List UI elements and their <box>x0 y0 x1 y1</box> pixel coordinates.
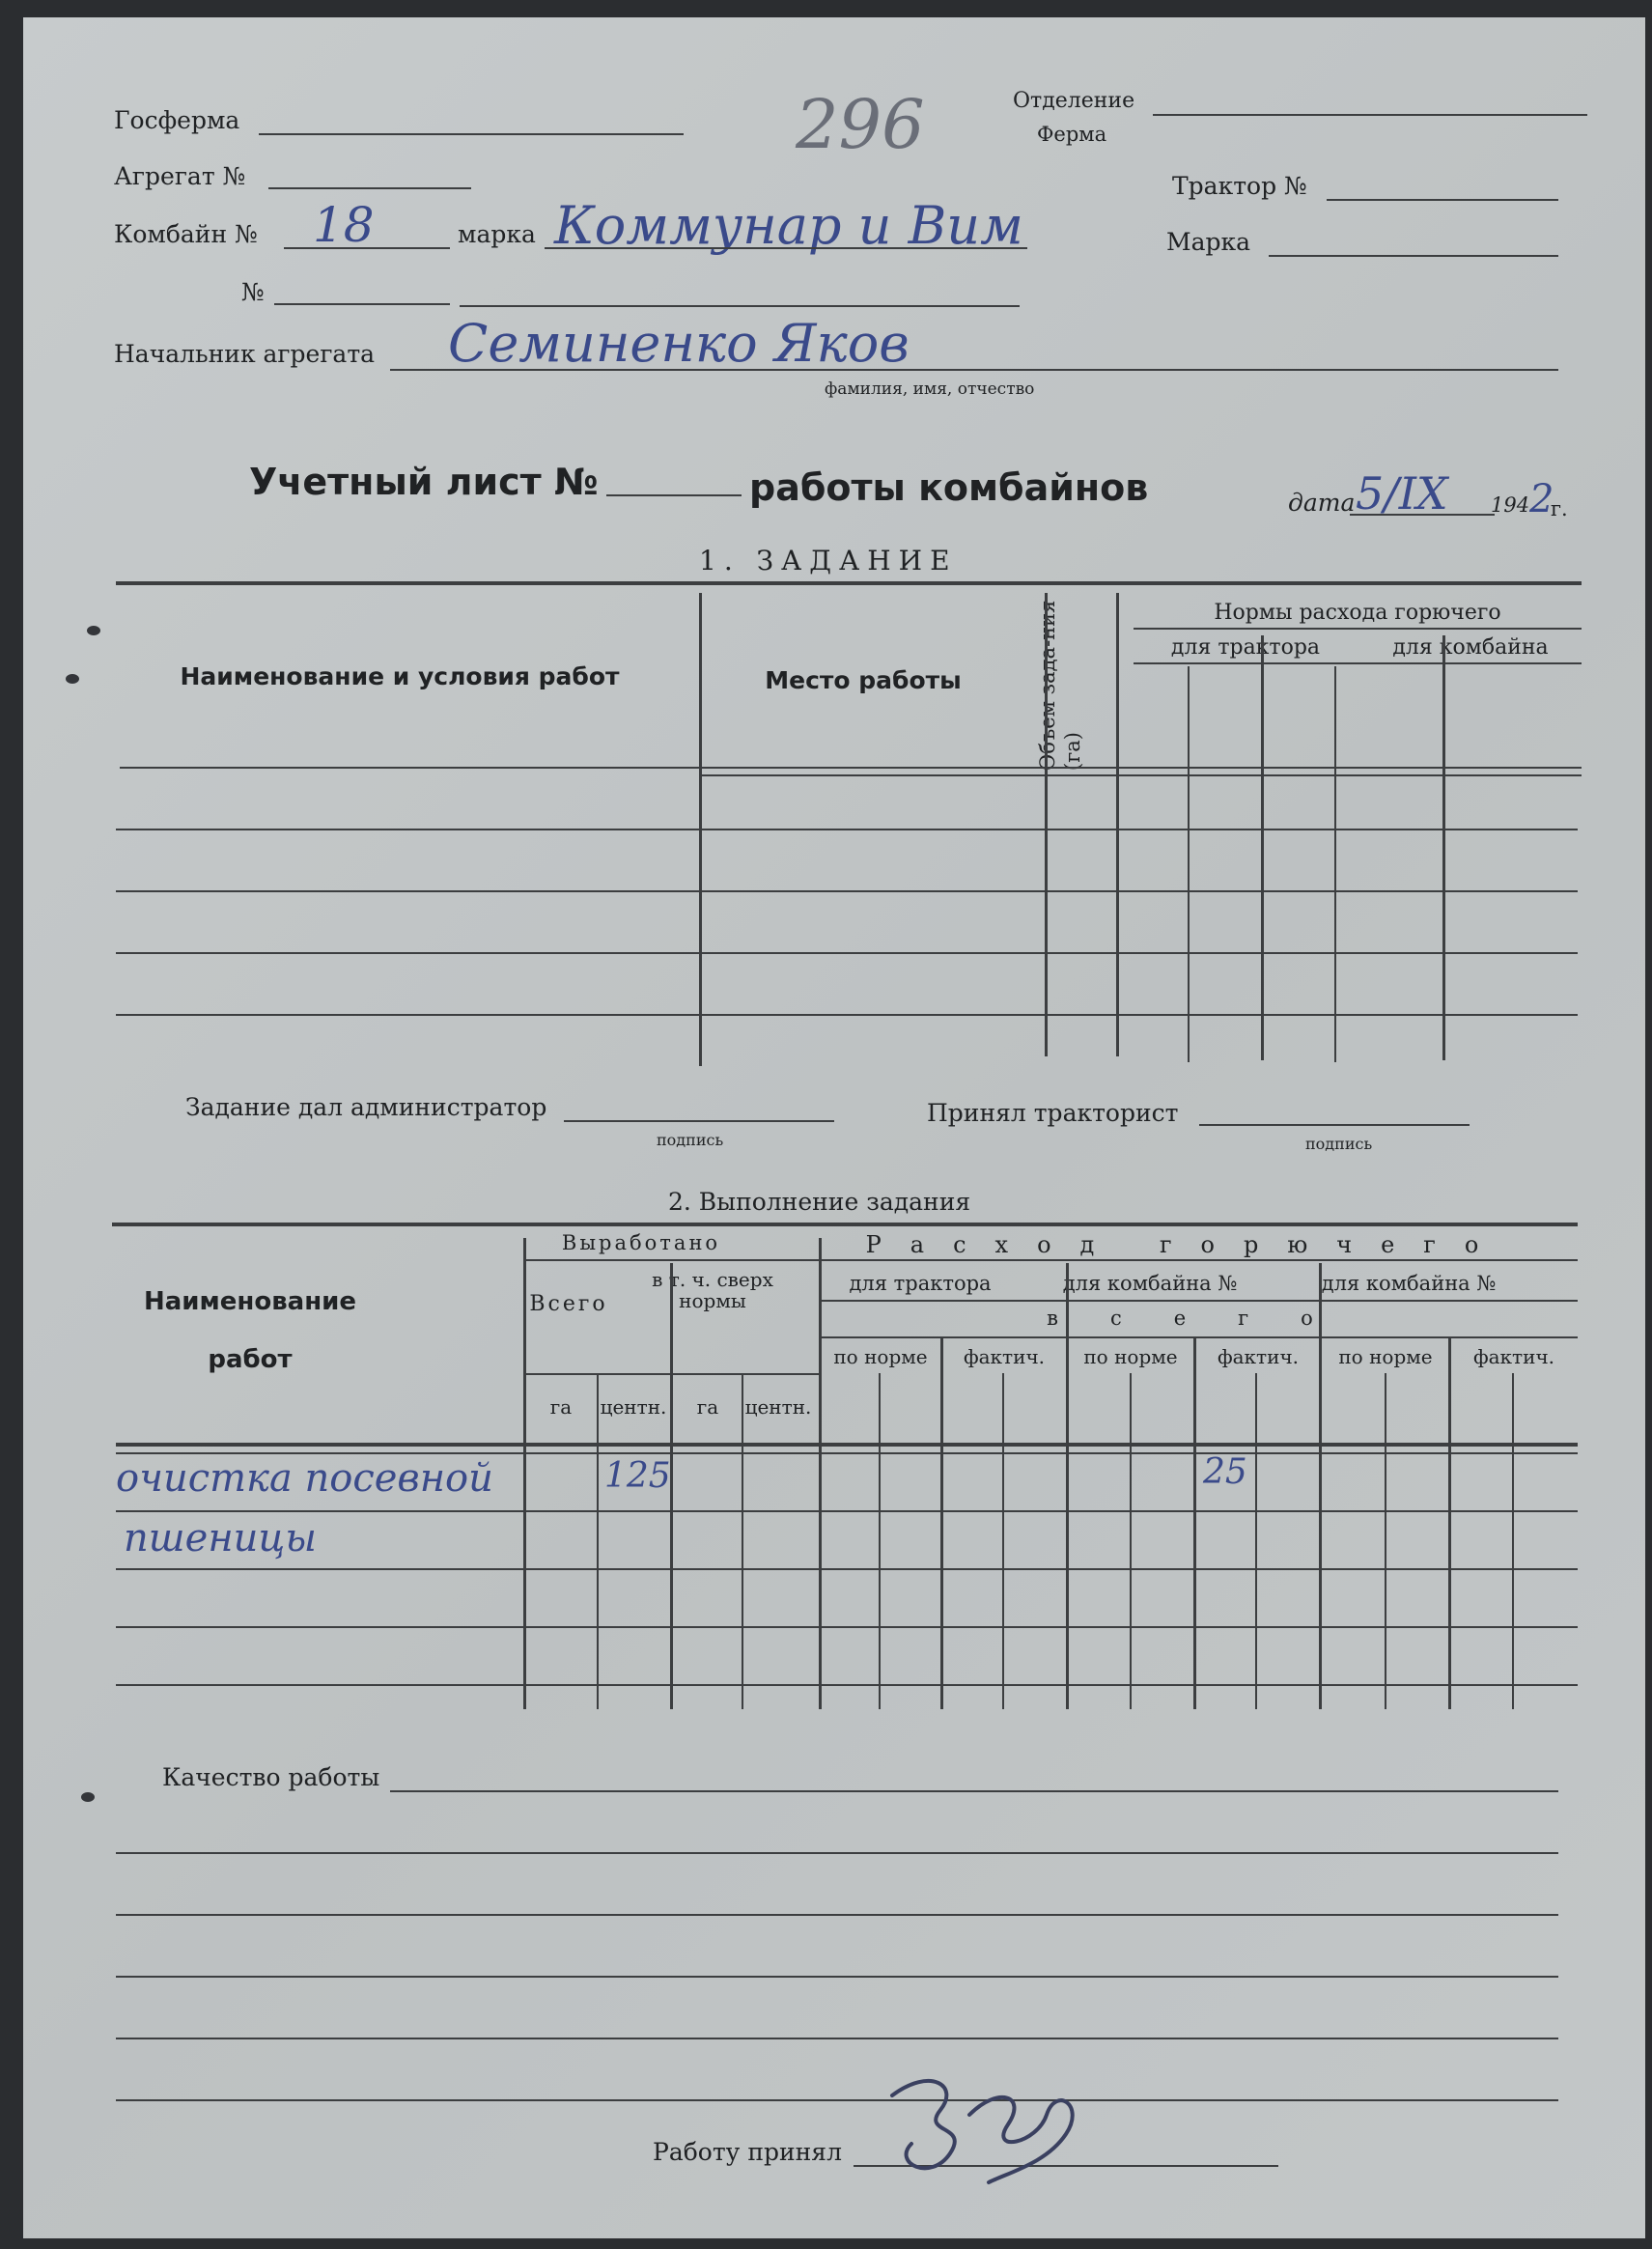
s2-col-norm: по норме <box>1083 1345 1178 1368</box>
given-label: Задание дал администратор <box>185 1093 547 1121</box>
s2-vline <box>819 1238 822 1709</box>
s2-vline <box>1512 1373 1514 1709</box>
s2-vline <box>879 1373 881 1709</box>
quality-line <box>116 1976 1558 1978</box>
s2-unit-c: центн. <box>600 1395 667 1419</box>
s1-row-line <box>116 952 1578 954</box>
fio-caption: фамилия, имя, отчество <box>825 380 1035 399</box>
s2-vline <box>1130 1373 1132 1709</box>
date-line <box>1350 514 1495 516</box>
s2-col-all: всего <box>1047 1307 1365 1330</box>
s2-col-for-tractor: для трактора <box>849 1272 992 1295</box>
s2-rule <box>821 1336 1578 1338</box>
marka2-label: Марка <box>1166 228 1251 256</box>
nachalnik-handwritten: Семиненко Яков <box>448 313 910 374</box>
s2-col-done: Выработано <box>561 1231 721 1254</box>
s1-vline <box>1188 666 1190 1062</box>
section1-heading: 1. ЗАДАНИЕ <box>699 545 958 576</box>
sheet-number-handwritten: 296 <box>796 85 925 164</box>
s2-vline <box>1193 1336 1196 1709</box>
gosferma-line <box>259 133 684 135</box>
accepted-tractorist-line <box>1199 1124 1470 1126</box>
s2-unit-c: центн. <box>744 1395 812 1419</box>
section2-top-rule <box>112 1223 1578 1226</box>
s1-subfuel-rule <box>1134 662 1582 664</box>
s2-rule <box>525 1259 1578 1261</box>
quality-line <box>116 1852 1558 1854</box>
s2-vline <box>523 1238 526 1709</box>
s2-row1-name-handwritten: очистка посевной <box>116 1456 493 1501</box>
s2-row-line <box>116 1626 1578 1628</box>
s2-vline <box>597 1373 599 1709</box>
s2-rule <box>821 1300 1578 1302</box>
traktor-line <box>1327 199 1558 201</box>
accepted-tractorist-label: Принял тракторист <box>927 1099 1179 1127</box>
punch-hole <box>81 1792 95 1802</box>
marka-handwritten: Коммунар и Вим <box>554 195 1023 256</box>
agregat-label: Агрегат № <box>114 162 246 190</box>
agregat-line <box>268 187 471 189</box>
otdelenie-label: Отделение <box>1013 89 1135 113</box>
quality-line <box>116 2038 1558 2039</box>
marka2-line <box>1269 255 1558 257</box>
date-label: дата <box>1288 489 1356 517</box>
s2-col-name: Наименование работ <box>143 1287 357 1374</box>
quality-label: Качество работы <box>162 1763 380 1791</box>
year-suffix: г. <box>1551 497 1568 520</box>
nachalnik-line <box>390 369 1558 371</box>
nachalnik-label: Начальник агрегата <box>114 340 376 368</box>
s2-row-line <box>116 1684 1578 1686</box>
punch-hole <box>87 626 100 635</box>
s2-col-for-combine-2: для комбайна № <box>1321 1272 1497 1295</box>
s1-vline <box>1116 593 1119 1056</box>
gosferma-label: Госферма <box>114 106 240 134</box>
accepted-sign-caption: подпись <box>1305 1135 1373 1153</box>
s1-row-line <box>116 829 1578 830</box>
traktor-label: Трактор № <box>1172 172 1307 200</box>
s2-vline <box>1002 1373 1004 1709</box>
s1-vline <box>699 593 702 1066</box>
s2-vline <box>940 1336 943 1709</box>
s1-vline <box>1442 635 1445 1060</box>
s2-rule <box>525 1373 821 1375</box>
s2-col-norm: по норме <box>833 1345 928 1368</box>
year-prefix: 194 <box>1491 493 1530 517</box>
work-accepted-label: Работу принял <box>653 2138 842 2166</box>
s2-col-over: в т. ч. сверх нормы <box>652 1268 773 1312</box>
kombain-number-handwritten: 18 <box>313 197 375 253</box>
given-line <box>564 1120 834 1122</box>
s2-col-fact: фактич. <box>963 1345 1046 1368</box>
title-number-line <box>606 494 742 496</box>
kombain-line <box>284 247 450 249</box>
s2-vline <box>1385 1373 1386 1709</box>
s1-row-line <box>116 890 1578 892</box>
s2-unit-ha: га <box>696 1395 719 1419</box>
s1-col-volume: Объем зада-ния (га) <box>1036 600 1084 771</box>
s1-header-bottom <box>120 767 1582 769</box>
signature-mark <box>873 2057 1124 2192</box>
s2-row2-name-handwritten: пшеницы <box>124 1516 317 1560</box>
s2-col-fact: фактич. <box>1217 1345 1300 1368</box>
s1-col-tractor: для трактора <box>1170 635 1321 660</box>
s1-col-fuel: Нормы расхода горючего <box>1214 601 1501 625</box>
section2-heading: 2. Выполнение задания <box>668 1188 971 1216</box>
s2-col-for-combine-1: для комбайна № <box>1062 1272 1238 1295</box>
s1-col-name: Наименование и условия работ <box>180 662 620 690</box>
title-right: работы комбайнов <box>749 466 1149 509</box>
year-handwritten: 2 <box>1529 477 1554 521</box>
quality-line <box>390 1790 1558 1792</box>
s1-header-bottom-2 <box>699 774 1582 776</box>
title-left: Учетный лист № <box>249 461 599 503</box>
s1-vline <box>1045 593 1048 1056</box>
document-sheet <box>23 17 1645 2238</box>
s2-row1-fact-handwritten: 25 <box>1203 1452 1247 1492</box>
s1-row-line <box>116 1014 1578 1016</box>
date-handwritten: 5/IX <box>1356 467 1448 520</box>
s2-unit-ha: га <box>549 1395 573 1419</box>
given-sign-caption: подпись <box>657 1131 724 1149</box>
marka-label: марка <box>458 220 536 248</box>
s2-row-line <box>116 1510 1578 1512</box>
quality-line <box>116 2099 1558 2101</box>
quality-line <box>116 1914 1558 1916</box>
number-line <box>274 303 450 305</box>
s2-vline <box>1448 1336 1451 1709</box>
otdelenie-line <box>1153 114 1587 116</box>
ferma-label: Ферма <box>1037 123 1107 146</box>
s1-fuel-rule <box>1134 628 1582 630</box>
s2-vline <box>742 1373 743 1709</box>
s2-header-bottom-2 <box>116 1452 1578 1454</box>
s1-vline <box>1334 666 1336 1062</box>
s2-col-total: Всего <box>529 1292 608 1316</box>
s1-vline <box>1261 635 1264 1060</box>
s2-vline <box>1066 1263 1069 1709</box>
s2-vline <box>1319 1263 1322 1709</box>
s1-col-place: Место работы <box>765 666 962 694</box>
s2-header-bottom <box>116 1443 1578 1447</box>
marka-line <box>545 247 1027 249</box>
s2-col-fact: фактич. <box>1472 1345 1555 1368</box>
s1-col-combine: для комбайна <box>1392 635 1549 660</box>
s2-col-fuel: Расход горючего <box>865 1231 1508 1258</box>
section1-top-rule <box>116 581 1582 585</box>
s2-vline <box>1255 1373 1257 1709</box>
s2-col-norm: по норме <box>1338 1345 1433 1368</box>
number-label: № <box>241 278 265 306</box>
number-line-2 <box>460 305 1020 307</box>
s2-row1-centners-handwritten: 125 <box>604 1456 671 1496</box>
punch-hole <box>66 674 79 684</box>
s2-row-line <box>116 1568 1578 1570</box>
kombain-label: Комбайн № <box>114 220 258 248</box>
